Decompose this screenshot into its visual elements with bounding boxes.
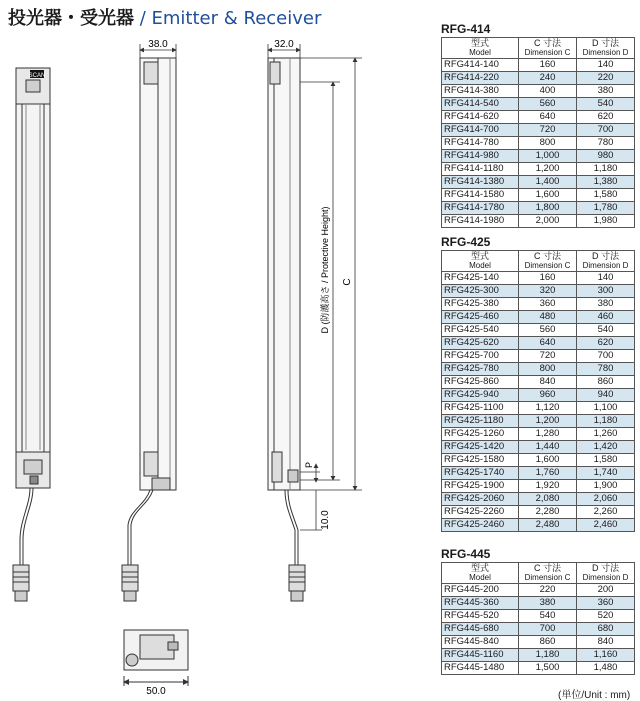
table-row <box>442 298 635 311</box>
cell-dim-c: 1,500 <box>519 662 577 675</box>
cell-model: RFG425-140 <box>442 272 519 285</box>
cell-model: RFG425-380 <box>442 298 519 311</box>
cell-dim-c: 1,200 <box>519 163 577 176</box>
table-row <box>442 124 635 137</box>
cell-dim-d: 1,380 <box>577 176 635 189</box>
cell-dim-c: 800 <box>519 363 577 376</box>
cell-dim-c: 800 <box>519 137 577 150</box>
table-row <box>442 441 635 454</box>
cell-dim-d: 1,780 <box>577 202 635 215</box>
cell-dim-d: 380 <box>577 298 635 311</box>
cell-dim-d: 1,100 <box>577 402 635 415</box>
cell-model: RFG414-540 <box>442 98 519 111</box>
cell-dim-c: 380 <box>519 597 577 610</box>
cell-dim-d: 780 <box>577 137 635 150</box>
table-title-rfg-425: RFG-425 <box>441 235 491 249</box>
cell-dim-d: 2,260 <box>577 506 635 519</box>
bottom-view <box>124 630 188 686</box>
cell-model: RFG414-1580 <box>442 189 519 202</box>
cell-dim-c: 560 <box>519 324 577 337</box>
cell-model: RFG425-860 <box>442 376 519 389</box>
cell-dim-d: 380 <box>577 85 635 98</box>
cell-model: RFG425-1580 <box>442 454 519 467</box>
cell-model: RFG445-520 <box>442 610 519 623</box>
table-row <box>442 519 635 532</box>
cell-dim-d: 540 <box>577 324 635 337</box>
cell-model: RFG445-1480 <box>442 662 519 675</box>
cell-model: RFG414-140 <box>442 59 519 72</box>
table-row <box>442 150 635 163</box>
cell-dim-c: 1,920 <box>519 480 577 493</box>
cell-dim-c: 240 <box>519 72 577 85</box>
cell-dim-c: 640 <box>519 111 577 124</box>
front-view <box>13 68 50 601</box>
cell-dim-c: 1,200 <box>519 415 577 428</box>
dim-d-label: D (防護高さ / Protective Height) <box>320 206 330 334</box>
cell-dim-c: 220 <box>519 584 577 597</box>
cell-dim-c: 2,000 <box>519 215 577 228</box>
cell-dim-d: 1,580 <box>577 454 635 467</box>
cell-dim-d: 360 <box>577 597 635 610</box>
table-row <box>442 337 635 350</box>
cell-dim-c: 1,600 <box>519 454 577 467</box>
cell-model: RFG414-380 <box>442 85 519 98</box>
cell-dim-d: 680 <box>577 623 635 636</box>
col-model: 型式 Model <box>442 38 519 59</box>
cell-dim-c: 960 <box>519 389 577 402</box>
cell-model: RFG425-460 <box>442 311 519 324</box>
col-d: D 寸法 Dimension D <box>577 563 635 584</box>
cell-model: RFG425-1740 <box>442 467 519 480</box>
cell-dim-d: 140 <box>577 272 635 285</box>
table-row <box>442 311 635 324</box>
cell-model: RFG414-1180 <box>442 163 519 176</box>
dim-p-label: P <box>304 461 314 469</box>
table-row <box>442 202 635 215</box>
table-rfg-425 <box>441 250 635 532</box>
cell-dim-d: 1,420 <box>577 441 635 454</box>
cell-dim-c: 2,080 <box>519 493 577 506</box>
cell-model: RFG445-680 <box>442 623 519 636</box>
table-rfg-414 <box>441 37 635 228</box>
dim-c-line <box>300 58 362 490</box>
cell-dim-c: 1,280 <box>519 428 577 441</box>
table-row <box>442 189 635 202</box>
dim-c-label: C <box>342 278 353 286</box>
cell-dim-d: 700 <box>577 124 635 137</box>
col-model: 型式 Model <box>442 563 519 584</box>
cell-dim-c: 640 <box>519 337 577 350</box>
table-title-rfg-414: RFG-414 <box>441 22 491 36</box>
cell-dim-d: 520 <box>577 610 635 623</box>
dim-38-label: 38.0 <box>148 39 168 50</box>
cell-dim-d: 1,740 <box>577 467 635 480</box>
cell-model: RFG414-1780 <box>442 202 519 215</box>
cell-dim-c: 1,400 <box>519 176 577 189</box>
title-en: Emitter & Receiver <box>151 8 322 29</box>
cell-dim-d: 1,260 <box>577 428 635 441</box>
cell-model: RFG425-700 <box>442 350 519 363</box>
cell-model: RFG414-980 <box>442 150 519 163</box>
cell-dim-d: 1,900 <box>577 480 635 493</box>
cell-dim-d: 980 <box>577 150 635 163</box>
table-row <box>442 636 635 649</box>
cell-dim-c: 540 <box>519 610 577 623</box>
col-d: D 寸法 Dimension D <box>577 38 635 59</box>
cell-dim-c: 840 <box>519 376 577 389</box>
cell-model: RFG425-1900 <box>442 480 519 493</box>
cell-dim-c: 2,480 <box>519 519 577 532</box>
cell-dim-d: 940 <box>577 389 635 402</box>
cell-dim-d: 300 <box>577 285 635 298</box>
col-c: C 寸法 Dimension C <box>519 251 577 272</box>
table-row <box>442 137 635 150</box>
cell-dim-d: 200 <box>577 584 635 597</box>
cell-dim-d: 1,180 <box>577 163 635 176</box>
cell-model: RFG425-1260 <box>442 428 519 441</box>
table-row <box>442 389 635 402</box>
cell-model: RFG425-2460 <box>442 519 519 532</box>
table-title-rfg-445: RFG-445 <box>441 547 491 561</box>
table-row <box>442 402 635 415</box>
table-row <box>442 215 635 228</box>
cell-dim-d: 220 <box>577 72 635 85</box>
col-c: C 寸法 Dimension C <box>519 38 577 59</box>
dim-p-line <box>300 461 322 530</box>
cell-model: RFG445-1160 <box>442 649 519 662</box>
scan-label: SCAN <box>28 73 46 79</box>
table-block-rfg-414 <box>441 22 634 228</box>
table-row <box>442 59 635 72</box>
table-block-rfg-445 <box>441 547 634 675</box>
cell-dim-d: 460 <box>577 311 635 324</box>
cell-model: RFG425-780 <box>442 363 519 376</box>
col-d: D 寸法 Dimension D <box>577 251 635 272</box>
cell-model: RFG425-300 <box>442 285 519 298</box>
table-row <box>442 493 635 506</box>
cell-dim-d: 700 <box>577 350 635 363</box>
cell-model: RFG425-620 <box>442 337 519 350</box>
cell-model: RFG414-780 <box>442 137 519 150</box>
col-model: 型式 Model <box>442 251 519 272</box>
middle-view <box>122 58 176 601</box>
table-row <box>442 467 635 480</box>
col-c: C 寸法 Dimension C <box>519 563 577 584</box>
cell-dim-d: 780 <box>577 363 635 376</box>
cell-model: RFG425-2260 <box>442 506 519 519</box>
cell-dim-d: 620 <box>577 111 635 124</box>
cell-model: RFG445-360 <box>442 597 519 610</box>
cell-model: RFG425-1420 <box>442 441 519 454</box>
table-row <box>442 649 635 662</box>
cell-model: RFG414-1380 <box>442 176 519 189</box>
cell-dim-c: 1,180 <box>519 649 577 662</box>
table-row <box>442 285 635 298</box>
cell-model: RFG425-1180 <box>442 415 519 428</box>
cell-model: RFG425-2060 <box>442 493 519 506</box>
title-separator: / <box>134 8 152 29</box>
table-row <box>442 584 635 597</box>
cell-dim-c: 860 <box>519 636 577 649</box>
cell-model: RFG414-220 <box>442 72 519 85</box>
cell-dim-c: 1,600 <box>519 189 577 202</box>
cell-dim-d: 2,060 <box>577 493 635 506</box>
title-jp: 投光器・受光器 <box>8 8 134 29</box>
table-row <box>442 454 635 467</box>
table-row <box>442 72 635 85</box>
cell-dim-c: 480 <box>519 311 577 324</box>
unit-note: (単位/Unit : mm) <box>558 690 631 701</box>
cell-dim-c: 160 <box>519 59 577 72</box>
table-row <box>442 350 635 363</box>
cell-dim-d: 860 <box>577 376 635 389</box>
cell-model: RFG445-840 <box>442 636 519 649</box>
cell-model: RFG425-540 <box>442 324 519 337</box>
table-row <box>442 428 635 441</box>
cell-dim-d: 540 <box>577 98 635 111</box>
table-row <box>442 363 635 376</box>
cell-dim-d: 840 <box>577 636 635 649</box>
cell-dim-d: 1,580 <box>577 189 635 202</box>
cell-dim-c: 700 <box>519 623 577 636</box>
cell-dim-d: 2,460 <box>577 519 635 532</box>
table-row <box>442 163 635 176</box>
cell-dim-d: 1,180 <box>577 415 635 428</box>
table-row <box>442 111 635 124</box>
dim-10-label: 10.0 <box>320 510 331 530</box>
table-row <box>442 415 635 428</box>
table-row <box>442 610 635 623</box>
cell-dim-c: 320 <box>519 285 577 298</box>
cell-model: RFG414-620 <box>442 111 519 124</box>
table-row <box>442 506 635 519</box>
cell-dim-c: 720 <box>519 124 577 137</box>
cell-dim-c: 160 <box>519 272 577 285</box>
table-row <box>442 85 635 98</box>
side-view <box>268 58 305 601</box>
cell-model: RFG425-1100 <box>442 402 519 415</box>
table-row <box>442 480 635 493</box>
cell-dim-d: 620 <box>577 337 635 350</box>
cell-dim-c: 360 <box>519 298 577 311</box>
cell-dim-c: 2,280 <box>519 506 577 519</box>
cell-dim-d: 1,980 <box>577 215 635 228</box>
cell-dim-d: 1,160 <box>577 649 635 662</box>
table-row <box>442 176 635 189</box>
cell-dim-d: 1,480 <box>577 662 635 675</box>
dim-32-label: 32.0 <box>274 39 294 50</box>
cell-dim-c: 560 <box>519 98 577 111</box>
table-row <box>442 662 635 675</box>
cell-dim-d: 140 <box>577 59 635 72</box>
table-row <box>442 272 635 285</box>
cell-model: RFG425-940 <box>442 389 519 402</box>
dim-50-label: 50.0 <box>146 686 166 697</box>
table-row <box>442 324 635 337</box>
cell-dim-c: 1,440 <box>519 441 577 454</box>
cell-dim-c: 1,760 <box>519 467 577 480</box>
cell-model: RFG445-200 <box>442 584 519 597</box>
cell-model: RFG414-700 <box>442 124 519 137</box>
table-row <box>442 98 635 111</box>
cell-model: RFG414-1980 <box>442 215 519 228</box>
table-row <box>442 597 635 610</box>
cell-dim-c: 1,120 <box>519 402 577 415</box>
table-block-rfg-425 <box>441 235 634 532</box>
table-row <box>442 376 635 389</box>
cell-dim-c: 1,000 <box>519 150 577 163</box>
cell-dim-c: 720 <box>519 350 577 363</box>
cell-dim-c: 1,800 <box>519 202 577 215</box>
table-rfg-445 <box>441 562 635 675</box>
table-row <box>442 623 635 636</box>
cell-dim-c: 400 <box>519 85 577 98</box>
